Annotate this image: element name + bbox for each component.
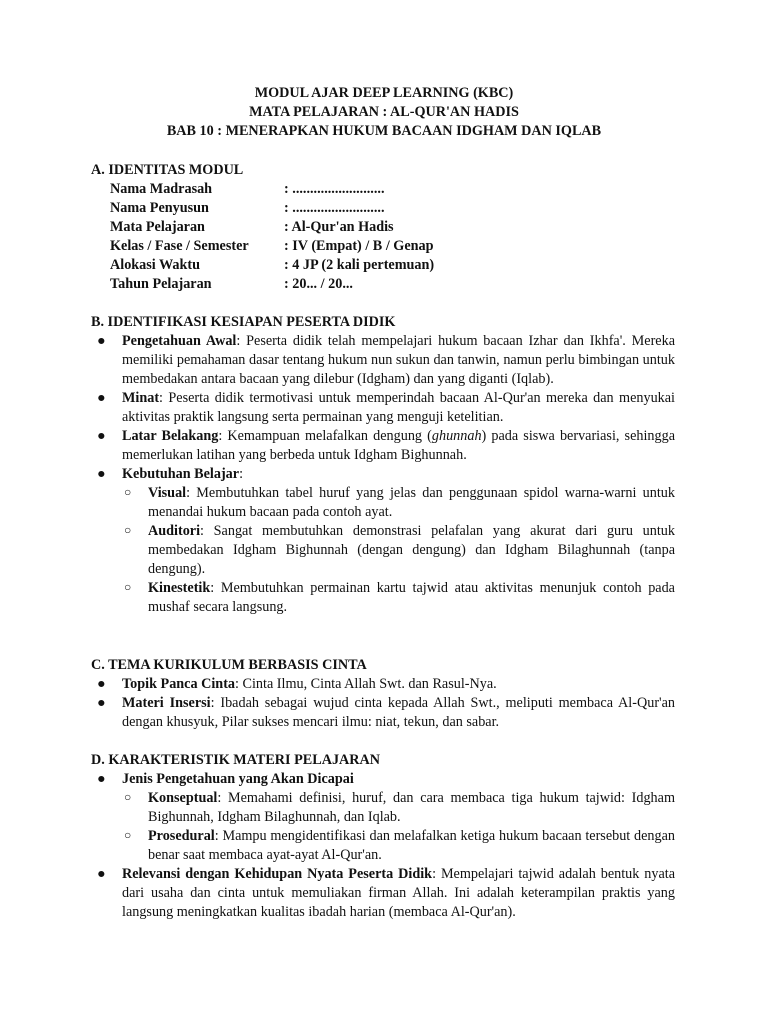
- sub-list-item: [91, 579, 675, 617]
- item-label: Pengetahuan Awal: [122, 333, 237, 349]
- item-label: Kebutuhan Belajar: [122, 466, 240, 482]
- item-text: ) pada siswa bervariasi, sehingga memerlukan latihan yang berbeda untuk Idgham Bighunnah.: [122, 428, 675, 463]
- identity-label: Nama Penyusun: [110, 200, 209, 216]
- bullet-icon: ●: [97, 333, 106, 349]
- identity-row: [110, 256, 434, 275]
- identity-value: : ..........................: [284, 181, 385, 197]
- item-label: Relevansi dengan Kehidupan Nyata Peserta Didik: [122, 866, 433, 882]
- list-item: [91, 332, 675, 389]
- sub-item-label: Prosedural: [148, 828, 215, 844]
- section-a-heading: A. IDENTITAS MODUL: [91, 162, 244, 178]
- item-text: : Peserta didik termotivasi untuk memperindah bacaan Al-Qur'an mereka dan menyukai aktivitas praktik langsung serta permainan yang menguji ketelitian.: [122, 390, 675, 425]
- item-text: : Ibadah sebagai wujud cinta kepada Allah Swt., meliputi membaca Al-Qur'an dengan khusyuk, Pilar sukses mencari ilmu: niat, tekun, dan sabar.: [122, 695, 675, 730]
- identity-value: : ..........................: [284, 200, 385, 216]
- bullet-icon: ●: [97, 466, 106, 482]
- bullet-icon: ●: [97, 390, 106, 406]
- identity-value: : Al-Qur'an Hadis: [284, 219, 394, 235]
- identity-row: [110, 199, 434, 218]
- title-line-2: MATA PELAJARAN : AL-QUR'AN HADIS: [249, 104, 519, 120]
- identity-value: : IV (Empat) / B / Genap: [284, 238, 434, 254]
- list-item: [91, 675, 675, 694]
- sub-item-label: Visual: [148, 485, 187, 501]
- identity-value: : 20... / 20...: [284, 276, 353, 292]
- title-line-1: MODUL AJAR DEEP LEARNING (KBC): [254, 85, 514, 101]
- section-b-heading: B. IDENTIFIKASI KESIAPAN PESERTA DIDIK: [91, 314, 396, 330]
- identity-label: Nama Madrasah: [110, 181, 213, 197]
- item-text: : Cinta Ilmu, Cinta Allah Swt. dan Rasul-Nya.: [235, 676, 497, 692]
- item-text: : Peserta didik telah mempelajari hukum bacaan Izhar dan Ikhfa'. Mereka memiliki pemahaman dasar tentang hukum nun sukun dan tanwin, namun perlu bimbingan untuk membedakan antara bacaan yang dilebur (Idgham) dan yang diganti (Iqlab).: [122, 333, 675, 387]
- identity-value: : 4 JP (2 kali pertemuan): [284, 257, 435, 273]
- list-item: [91, 389, 675, 427]
- circle-bullet-icon: ○: [124, 790, 132, 804]
- sub-list-item: [91, 522, 675, 579]
- identity-row: [110, 237, 434, 256]
- identity-label: Tahun Pelajaran: [110, 276, 212, 292]
- item-text: : Mempelajari tajwid adalah bentuk nyata dari usaha dan cinta untuk memuliakan firman Allah. Ini adalah keterampilan praktis yang langsung meningkatkan kualitas ibadah harian (membaca Al-Qur'an).: [122, 866, 676, 920]
- sub-item-text: : Sangat membutuhkan demonstrasi pelafalan yang akurat dari guru untuk membedakan Idgham Bighunnah (dengan dengung) dan Idgham Bilaghunnah (tanpa dengung).: [148, 523, 675, 577]
- bullet-icon: ●: [97, 771, 106, 787]
- item-label: Minat: [122, 390, 160, 406]
- item-text: :: [239, 466, 244, 482]
- section-b-list: [91, 332, 675, 617]
- section-c-heading: C. TEMA KURIKULUM BERBASIS CINTA: [91, 657, 367, 673]
- identity-label: Alokasi Waktu: [110, 257, 201, 273]
- identity-table: [110, 180, 434, 294]
- section-c-list: [91, 675, 675, 732]
- list-item: [91, 694, 675, 732]
- identity-label: Mata Pelajaran: [110, 219, 205, 235]
- item-label: Materi Insersi: [122, 695, 211, 711]
- section-d-heading: D. KARAKTERISTIK MATERI PELAJARAN: [91, 752, 381, 768]
- list-item: [91, 427, 675, 465]
- bullet-icon: ●: [97, 428, 106, 444]
- circle-bullet-icon: ○: [124, 828, 132, 842]
- document-title: [0, 84, 768, 141]
- bullet-icon: ●: [97, 676, 106, 692]
- sub-item-label: Konseptual: [148, 790, 218, 806]
- bullet-icon: ●: [97, 866, 106, 882]
- item-label: Jenis Pengetahuan yang Akan Dicapai: [122, 771, 354, 787]
- sub-item-text: : Membutuhkan tabel huruf yang jelas dan penggunaan spidol warna-warni untuk menandai hukum bacaan pada contoh ayat.: [148, 485, 675, 520]
- section-d-list: [91, 770, 675, 922]
- item-label: Topik Panca Cinta: [122, 676, 236, 692]
- identity-row: [110, 218, 434, 237]
- sub-item-text: : Memahami definisi, huruf, dan cara membaca tiga hukum tajwid: Idgham Bighunnah, Idgham Bilaghunnah, dan Iqlab.: [148, 790, 675, 825]
- sub-list-item: [91, 827, 675, 865]
- list-item: [91, 865, 675, 922]
- circle-bullet-icon: ○: [124, 523, 132, 537]
- identity-row: [110, 275, 434, 294]
- sub-item-text: : Membutuhkan permainan kartu tajwid atau aktivitas menunjuk contoh pada mushaf secara langsung.: [148, 580, 675, 615]
- list-item: [91, 770, 675, 789]
- sub-item-label: Auditori: [148, 523, 201, 539]
- sub-list-item: [91, 789, 675, 827]
- sub-list-item: [91, 484, 675, 522]
- sub-item-text: : Mampu mengidentifikasi dan melafalkan ketiga hukum bacaan tersebut dengan benar saat membaca ayat-ayat Al-Qur'an.: [148, 828, 675, 863]
- title-line-3: BAB 10 : MENERAPKAN HUKUM BACAAN IDGHAM DAN IQLAB: [166, 123, 602, 139]
- item-label: Latar Belakang: [122, 428, 219, 444]
- sub-item-label: Kinestetik: [148, 580, 211, 596]
- item-text: : Kemampuan melafalkan dengung (: [218, 428, 432, 444]
- circle-bullet-icon: ○: [124, 485, 132, 499]
- bullet-icon: ●: [97, 695, 106, 711]
- list-item: [91, 465, 675, 484]
- circle-bullet-icon: ○: [124, 580, 132, 594]
- identity-row: [110, 180, 434, 199]
- identity-label: Kelas / Fase / Semester: [110, 238, 249, 254]
- item-italic-term: ghunnah: [431, 428, 482, 444]
